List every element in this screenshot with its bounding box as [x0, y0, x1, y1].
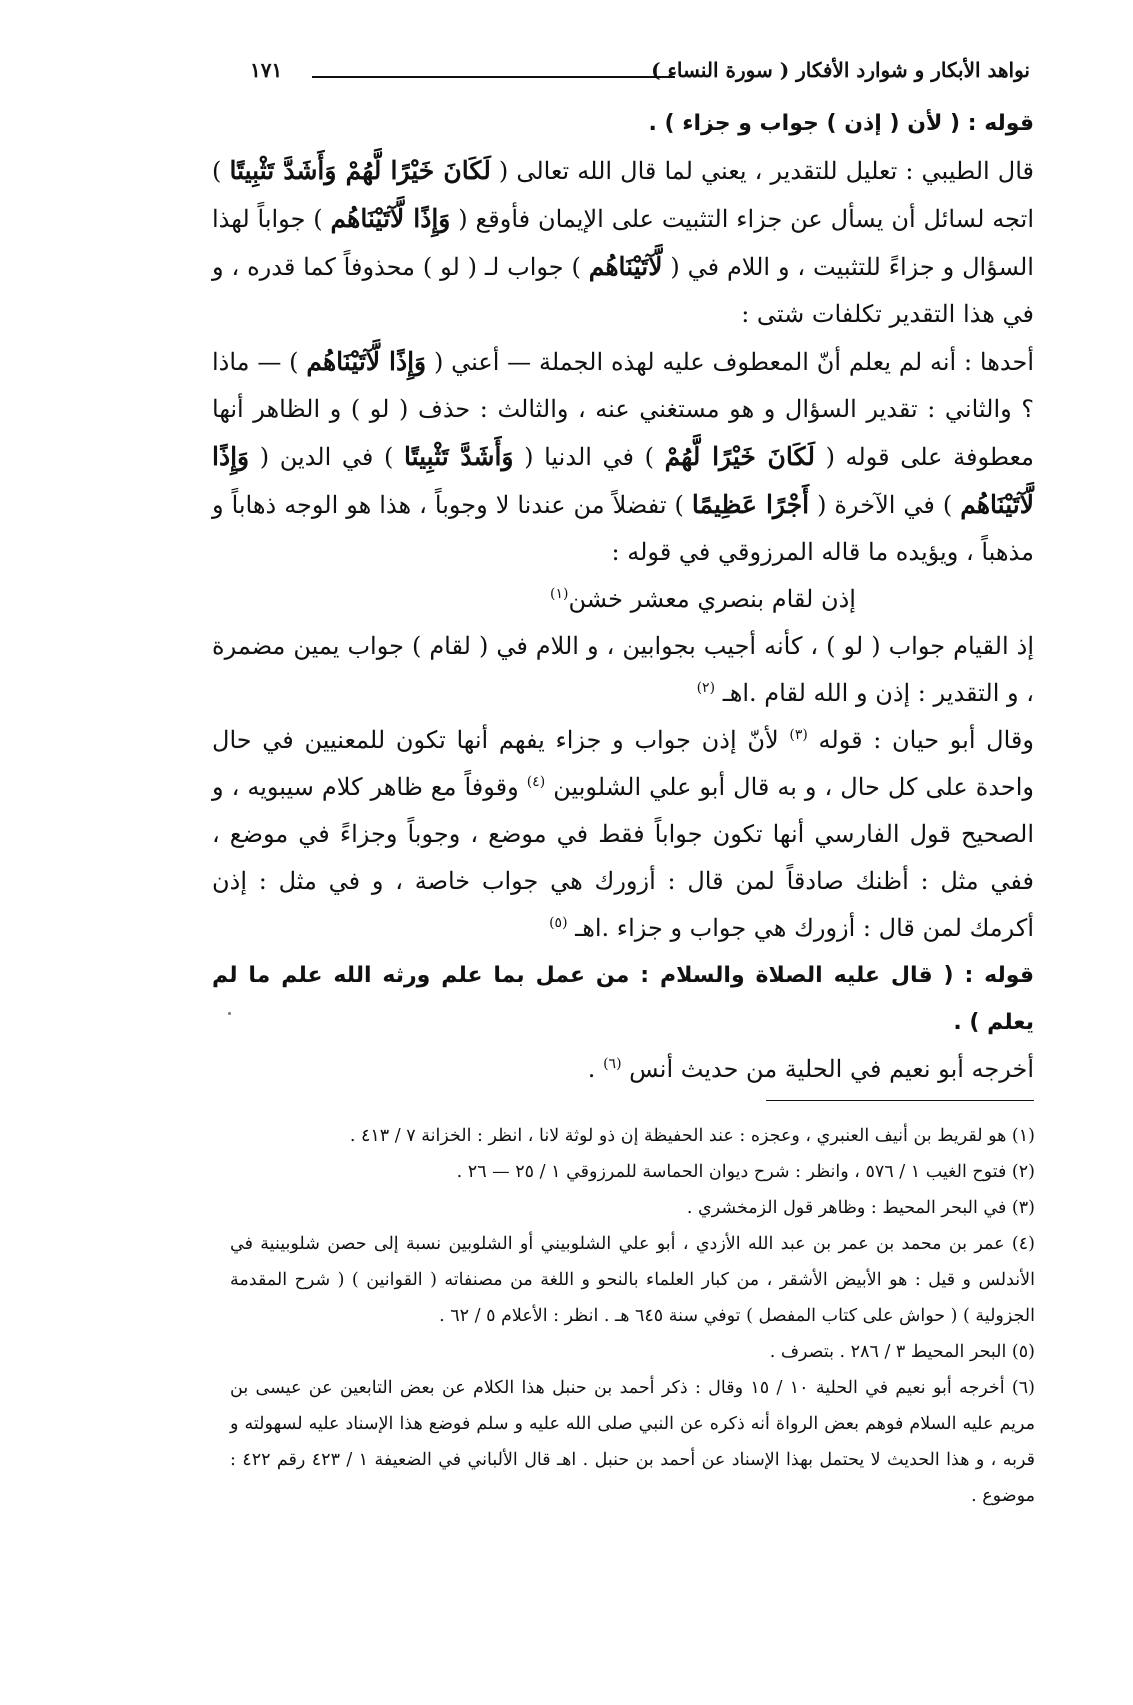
paragraph-abu-nuaym	[212, 1046, 1034, 1093]
text-run: ) جواب لـ ( لو ) محذوفاً كما قدره ، و في هذا التقدير تكلفات شتى :	[212, 253, 1034, 328]
quran-quote: وَإِذًا لَّآتَيْنَاهُم	[212, 442, 1034, 519]
footnote-6: (٦) أخرجه أبو نعيم في الحلية ١٠ / ١٥ وقال : ذكر أحمد بن حنبل هذا الكلام عن بعض التابعين عن عيسى بن مريم عليه السلام فوهم بعض الرواة أنه ذكره عن النبي صلى الله عليه و سلم فوضع هذا الإسناد عليه لسهولته و قربه ، و هذا الحديث لا يحتمل بهذا الإسناد عن أحمد بن حنبل . اهـ قال الألباني في الضعيفة ١ / ٤٢٣ رقم ٤٢٢ : موضوع .	[230, 1378, 1035, 1506]
footnote-ref: (٤)	[526, 774, 546, 790]
quran-quote: لَّآتَيْنَاهُم	[588, 252, 663, 281]
text-run: لأنّ إذن جواب و جزاء يفهم أنها تكون للمعنيين في حال واحدة على كل حال ، و به قال أبو علي الشلوبين	[212, 726, 1034, 801]
quran-quote: لَكَانَ خَيْرًا لَّهُمْ	[664, 442, 815, 471]
footnote-ref: (٢)	[696, 680, 716, 696]
running-title: نواهد الأبكار و شوارد الأفكار ( سورة النساء )	[651, 58, 1030, 82]
paragraph-qiyam	[212, 623, 1034, 717]
scan-speck	[228, 1012, 231, 1015]
text-run: وقال أبو حيان : قوله	[818, 726, 1034, 754]
text-run: ) اتجه لسائل أن يسأل عن جزاء التثبيت على الإيمان فأوقع (	[212, 157, 1034, 233]
text-run: ) — ماذا ؟ والثاني : تقدير السؤال و هو مستغني عنه ، والثالث : حذف ( لو ) و الظاهر أنها معطوفة على قوله (	[212, 348, 1034, 471]
heading-commentary-2: قوله : ( قال عليه الصلاة والسلام : من عمل بما علم ورثه الله علم ما لم يعلم ) .	[212, 963, 1034, 1035]
header-rule	[312, 76, 675, 78]
footnote-1: (١) هو لقريط بن أنيف العنبري ، وعجزه : عند الحفيظة إن ذو لوثة لانا ، انظر : الخزانة ٧ / ٤١٣ .	[349, 1126, 1035, 1146]
text-run: أخرجه أبو نعيم في الحلية من حديث أنس	[629, 1055, 1034, 1083]
text-run: ) تفضلاً من عندنا لا وجوباً ، هذا هو الوجه ذهاباً و مذهباً ، ويؤيده ما قاله المرزوقي في قوله :	[212, 491, 1034, 566]
paragraph-abu-hayyan	[212, 717, 1034, 952]
footnote-4: (٤) عمر بن محمد بن عمر بن عبد الله الأزدي ، أبو علي الشلوبيني أو الشلوبين نسبة إلى حصن شلوبينية في الأندلس و قيل : هو الأبيض الأشقر ، من كبار العلماء بالنحو و اللغة من مصنفاته ( القوانين ) ( شرح المقدمة الجزولية ) ( حواش على كتاب المفصل ) توفي سنة ٦٤٥ هـ . انظر : الأعلام ٥ / ٦٢ .	[230, 1234, 1035, 1326]
footnotes	[230, 1118, 1035, 1514]
text-run: أحدها : أنه لم يعلم أنّ المعطوف عليه لهذه الجملة — أعني (	[433, 348, 1034, 376]
poem-verse	[212, 576, 1034, 623]
page-header	[250, 58, 1030, 98]
quran-quote: لَكَانَ خَيْرًا لَّهُمْ وَأَشَدَّ تَثْبِيتًا	[229, 156, 491, 185]
text-run: ) في الآخرة (	[817, 491, 953, 519]
footnote-3: (٣) في البحر المحيط : وظاهر قول الزمخشري .	[686, 1198, 1035, 1218]
page-number: ١٧١	[250, 58, 283, 82]
text-run: ) جواباً لهذا السؤال و جزاءً للتثبيت ، و اللام في (	[212, 205, 1034, 281]
quran-quote: وَأَشَدَّ تَثْبِيتًا	[403, 442, 514, 471]
footnote-5: (٥) البحر المحيط ٣ / ٢٨٦ . بتصرف .	[769, 1342, 1035, 1362]
text-run: قال الطيبي : تعليل للتقدير ، يعني لما قال الله تعالى (	[498, 157, 1034, 185]
text-run: ) في الدنيا (	[524, 443, 654, 471]
paragraph-tibi	[212, 147, 1034, 338]
quran-quote: وَإِذًا لَّآتَيْنَاهُم	[306, 347, 427, 376]
footnote-ref: (٥)	[549, 915, 568, 931]
text-run: ) في الدين (	[259, 443, 394, 471]
verse-text: إذن لقام بنصري معشر خشن	[568, 585, 856, 613]
text-run: إذ القيام جواب ( لو ) ، كأنه أجيب بجوابين ، و اللام في ( لقام ) جواب يمين مضمرة ، و التقدير : إذن و الله لقام .اهـ	[212, 632, 1034, 707]
text-run: .	[587, 1055, 596, 1083]
footnote-ref: (٣)	[789, 727, 808, 743]
heading-commentary-1: قوله : ( لأن ( إذن ) جواب و جزاء ) .	[648, 111, 1034, 136]
footnote-2: (٢) فتوح الغيب ١ / ٥٧٦ ، وانظر : شرح ديوان الحماسة للمرزوقي ١ / ٢٥ — ٢٦ .	[456, 1162, 1035, 1182]
paragraph-objections	[212, 338, 1034, 576]
quran-quote: أَجْرًا عَظِيمًا	[691, 490, 810, 519]
quran-quote: وَإِذًا لَّآتَيْنَاهُم	[330, 204, 451, 233]
text-run: وقوفاً مع ظاهر كلام سيبويه ، و الصحيح قول الفارسي أنها تكون جواباً فقط في موضع ، وجوباً وجزاءً في موضع ، ففي مثل : أظنك صادقاً لمن قال : أزورك هي جواب خاصة ، و في مثل : إذن أكرمك لمن قال : أزورك هي جواب و جزاء .اهـ	[212, 773, 1034, 942]
footnote-ref: (١)	[550, 586, 569, 602]
main-text	[212, 100, 1034, 1093]
footnote-ref: (٦)	[603, 1056, 622, 1072]
footnote-separator	[766, 1100, 1034, 1101]
